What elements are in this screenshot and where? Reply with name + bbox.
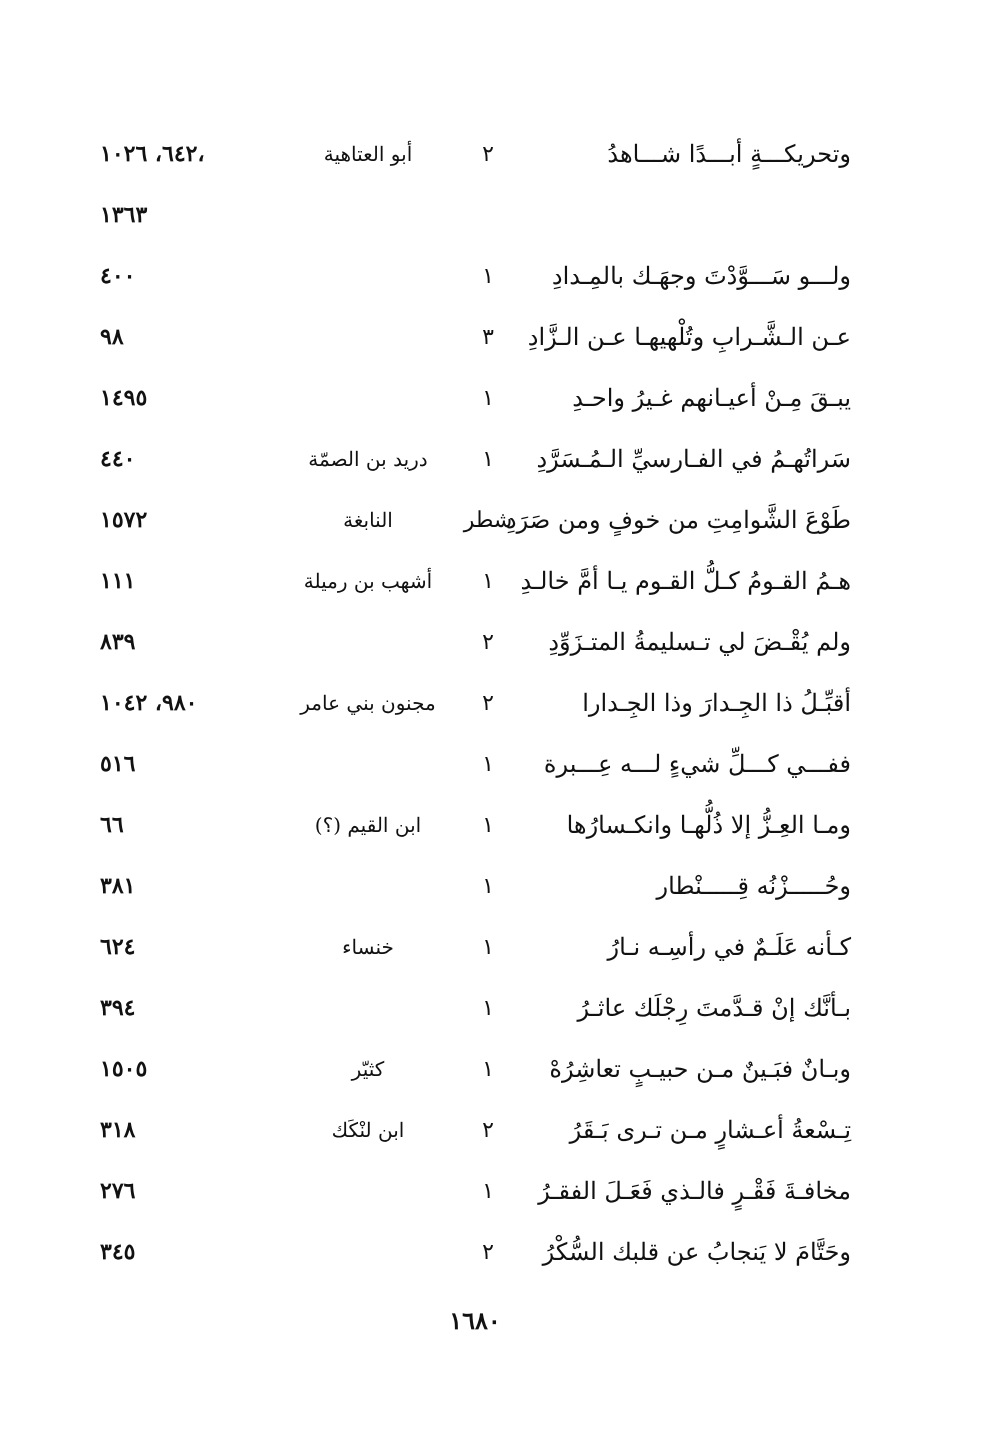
verse-text: تِـسْعةُ أعـشارٍ مـن تـرى بَـقَرُ [569,1116,851,1144]
poet-name: أشهب بن رميلة [303,569,433,593]
index-row [0,307,985,368]
index-row [0,1161,985,1222]
index-row [0,978,985,1039]
verse-count: ٢ [482,142,494,167]
verse-text: هـمُ القـومُ كـلُّ القـوم يـا أمَّ خالـدِ [520,567,851,595]
index-row [0,856,985,917]
verse-count: ٢ [482,691,494,716]
index-row [0,246,985,307]
verse-text: أقبِّـلُ ذا الجِـدارَ وذا الجِـدارا [582,689,851,717]
verse-text: عـن الـشَّـرابِ وتُلْهيهـا عـن الـزَّادِ [527,323,851,351]
poet-name [278,1161,458,1222]
poet-name [278,856,458,917]
poet-name: أبو العتاهية [323,142,413,166]
poet-name: ابن القيم (؟) [314,813,422,837]
poet-name [278,368,458,429]
verse-count: ١ [482,1057,494,1082]
verse-count: ١ [482,569,494,594]
index-row [0,1039,985,1100]
verse-count: ١ [482,813,494,838]
verse-text [541,185,851,246]
verse-text: وبـانٌ فبَـينٌ مـن حبيـبٍ تعاشِرُهْ [549,1055,851,1083]
page-references: ٤٠٠ [100,263,136,289]
poet-name [278,612,458,673]
verse-text: ولم يُقْـضَ لي تـسليمةُ المتـزَوِّدِ [548,628,851,656]
poet-name: مجنون بني عامر [300,691,436,715]
verse-count: ١ [482,386,494,411]
verse-count [453,185,523,246]
poet-name: كثيّر [351,1057,385,1081]
verse-text: بـأنَّك إنْ قـدَّمتَ رِجْلَك عاثـرُ [577,994,851,1022]
verse-count: ١ [482,935,494,960]
verse-text: سَراتُهـمُ في الفـارسيِّ الـمُـسَرَّدِ [536,445,851,473]
poet-name: دريد بن الصمّة [308,447,428,471]
index-row [0,1100,985,1161]
page-references: ٩٨ [100,324,124,350]
page-number: ١٦٨٠ [449,1306,501,1335]
page-references: ٦٢٤ [100,934,136,960]
poet-name [278,185,458,246]
verse-text: وتحريكـــةٍ أبـــدًا شـــاهدُ [607,140,851,168]
verse-count: ١ [482,1179,494,1204]
page-references: ٥١٦ [100,751,136,777]
verse-text: يبـقَ مِـنْ أعيـانهم غـيرُ واحـدِ [572,384,851,412]
verse-text: ولـــو سَـــوَّدْتَ وجهَـك بالمِـدادِ [551,262,851,290]
verse-text: مخافـةَ فَقْـرٍ فالـذي فَعَـلَ الفقـرُ [538,1177,851,1205]
index-row [0,612,985,673]
page-references: ١٥٠٥ [100,1056,148,1082]
verse-count: ١ [482,264,494,289]
verse-text: وحَتَّامَ لا يَنجابُ عن قلبك السُّكْرُ [542,1238,851,1266]
page-references: ٢٧٦ [100,1178,136,1204]
index-row [0,551,985,612]
poetry-index-table [0,124,985,1283]
page-references: ١٥٧٢ [100,507,148,533]
index-row [0,734,985,795]
verse-count: ٢ [482,1118,494,1143]
index-row [0,795,985,856]
poet-name [278,307,458,368]
page-references: ١١١ [100,568,136,594]
page-references: ٤٤٠ [100,446,136,472]
poet-name [278,246,458,307]
index-row [0,368,985,429]
page-references: ٩٨٠، ١٠٤٢ [100,690,198,716]
verse-count: ١ [482,996,494,1021]
verse-count: ٢ [482,630,494,655]
verse-count: ٣ [482,325,494,350]
verse-text: كـأنه عَلَـمٌ في رأسِـه نـارُ [607,933,851,961]
verse-count: ١ [482,752,494,777]
index-row [0,917,985,978]
verse-text: وحُـــــزْنُه قِـــــنْطار [656,872,851,900]
poet-name: النابغة [343,508,393,532]
verse-text: طَوْعَ الشَّوامِتِ من خوفٍ ومن صَرَدِ [505,506,851,534]
index-row [0,490,985,551]
page-references: ٣٩٤ [100,995,136,1021]
verse-text: ومـا العِـزُّ إلا ذُلُّهـا وانكـسارُها [566,811,851,839]
page-references: ٣٤٥ [100,1239,136,1265]
poet-name: ابن لنْكَك [331,1118,405,1142]
index-row [0,429,985,490]
verse-text: ففـــي كـــلِّ شيءٍ لـــه عِـــبرة [543,750,851,778]
page-references: ١٤٩٥ [100,385,148,411]
verse-count: ١ [482,447,494,472]
page-references: ٨٣٩ [100,629,136,655]
index-row [0,1222,985,1283]
page-references: ٦٦ [100,812,124,838]
index-row [0,673,985,734]
verse-count: ٢ [482,1240,494,1265]
index-row [0,185,985,246]
index-row [0,124,985,185]
verse-count: ١ [482,874,494,899]
poet-name [278,978,458,1039]
page-references: ٣٨١ [100,873,136,899]
page-references: ٦٤٢، ١٠٢٦، [100,141,205,167]
page-references: ١٣٦٣ [100,202,148,228]
verse-count: شطر [463,508,513,533]
poet-name [278,1222,458,1283]
poet-name: خنساء [342,935,394,959]
poet-name [278,734,458,795]
page-references: ٣١٨ [100,1117,136,1143]
